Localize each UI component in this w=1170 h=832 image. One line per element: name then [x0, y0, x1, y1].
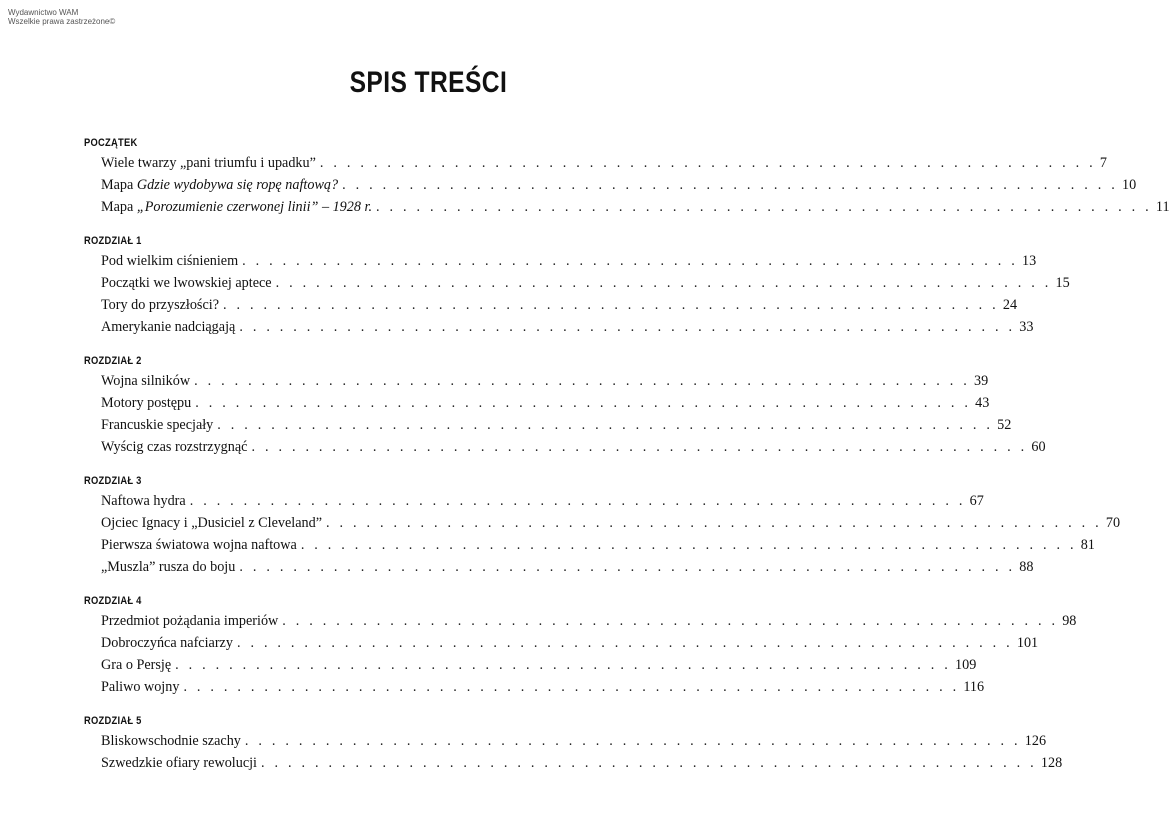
- entry-title: [101, 272, 272, 294]
- entry-title-italic: „Porozumienie czerwonej linii” – 1928 r.: [136, 199, 373, 215]
- dot-leader: . . . . . . . . . . . . . . . . . . . . . . . . . . . . . . . . . . . . . . . . . . . . . . . . . . . . . . . . . .: [282, 613, 1059, 629]
- entry-title: [101, 752, 257, 774]
- dot-leader: . . . . . . . . . . . . . . . . . . . . . . . . . . . . . . . . . . . . . . . . . . . . . . . . . . . . . . . . . .: [239, 559, 1016, 575]
- entry-title-text: Przedmiot pożądania imperiów: [101, 613, 279, 629]
- entry-title: [101, 556, 235, 578]
- entry-title: [101, 152, 316, 174]
- section-heading: POCZĄTEK: [84, 137, 138, 149]
- entry-page-number: 7: [1099, 155, 1107, 171]
- entry-page-number: 109: [955, 657, 977, 673]
- entry-title-text: Wyścig czas rozstrzygnąć: [101, 439, 248, 455]
- dot-leader: . . . . . . . . . . . . . . . . . . . . . . . . . . . . . . . . . . . . . . . . . . . . . . . . . . . . . . . . . .: [236, 635, 1013, 651]
- dot-leader: . . . . . . . . . . . . . . . . . . . . . . . . . . . . . . . . . . . . . . . . . . . . . . . . . . . . . . . . . .: [194, 373, 970, 389]
- dot-leader: . . . . . . . . . . . . . . . . . . . . . . . . . . . . . . . . . . . . . . . . . . . . . . . . . . . . . . . . . .: [342, 177, 1118, 193]
- page-title: SPIS TREŚCI: [349, 66, 507, 99]
- entry-title-text: Pod wielkim ciśnieniem: [101, 253, 239, 269]
- toc-section: [84, 712, 1063, 774]
- toc-entry[interactable]: [101, 250, 1037, 272]
- entry-page-number: 67: [969, 493, 984, 509]
- entry-title-text: Początki we lwowskiej aptece: [101, 275, 272, 291]
- section-heading: ROZDZIAŁ 4: [84, 595, 142, 607]
- dot-leader: . . . . . . . . . . . . . . . . . . . . . . . . . . . . . . . . . . . . . . . . . . . . . . . . . . . . . . . . . .: [261, 755, 1037, 771]
- toc-entry[interactable]: [101, 632, 1039, 654]
- toc-entry[interactable]: [101, 414, 1012, 436]
- entry-title: [101, 632, 233, 654]
- dot-leader: . . . . . . . . . . . . . . . . . . . . . . . . . . . . . . . . . . . . . . . . . . . . . . . . . . . . . . . . . .: [275, 275, 1052, 291]
- toc-section: [84, 472, 1121, 578]
- dot-leader: . . . . . . . . . . . . . . . . . . . . . . . . . . . . . . . . . . . . . . . . . . . . . . . . . . . . . . . . . .: [189, 493, 966, 509]
- entry-page-number: 52: [997, 417, 1012, 433]
- entry-title-text: Amerykanie nadciągają: [101, 319, 236, 335]
- entry-page-number: 81: [1080, 537, 1095, 553]
- toc-entry[interactable]: [101, 196, 1170, 218]
- watermark-publisher: Wydawnictwo WAM: [8, 8, 79, 17]
- toc-entry[interactable]: [101, 436, 1046, 458]
- toc-entry[interactable]: [101, 174, 1137, 196]
- toc-entry[interactable]: [101, 294, 1018, 316]
- entry-title-text: Motory postępu: [101, 395, 192, 411]
- entry-title-text: Francuskie specjały: [101, 417, 214, 433]
- entry-title: [101, 436, 247, 458]
- entry-title-italic: Gdzie wydobywa się ropę naftową?: [136, 177, 339, 193]
- entry-page-number: 11: [1155, 199, 1170, 215]
- entry-title-text: Mapa: [101, 199, 137, 215]
- section-heading: ROZDZIAŁ 2: [84, 355, 142, 367]
- dot-leader: . . . . . . . . . . . . . . . . . . . . . . . . . . . . . . . . . . . . . . . . . . . . . . . . . . . . . . . . . .: [326, 515, 1102, 531]
- toc-entry[interactable]: [101, 392, 990, 414]
- entry-title: [101, 174, 338, 196]
- entry-title-text: Bliskowschodnie szachy: [101, 733, 241, 749]
- entry-title-text: „Muszla” rusza do boju: [101, 559, 236, 575]
- dot-leader: . . . . . . . . . . . . . . . . . . . . . . . . . . . . . . . . . . . . . . . . . . . . . . . . . . . . . . . . . .: [251, 439, 1028, 455]
- toc-entry[interactable]: [101, 610, 1077, 632]
- entry-page-number: 60: [1031, 439, 1046, 455]
- table-of-contents: [84, 134, 1170, 788]
- toc-entry[interactable]: [101, 370, 989, 392]
- entry-page-number: 10: [1122, 177, 1137, 193]
- entry-title: [101, 414, 213, 436]
- entry-title-text: Gra o Persję: [101, 657, 172, 673]
- dot-leader: . . . . . . . . . . . . . . . . . . . . . . . . . . . . . . . . . . . . . . . . . . . . . . . . . . . . . . . . . .: [239, 319, 1016, 335]
- entry-title-text: Mapa: [101, 177, 137, 193]
- entry-title-text: Szwedzkie ofiary rewolucji: [101, 755, 258, 771]
- toc-entry[interactable]: [101, 752, 1063, 774]
- entry-title-text: Dobroczyńca nafciarzy: [101, 635, 233, 651]
- entry-page-number: 101: [1016, 635, 1039, 651]
- toc-entry[interactable]: [101, 152, 1107, 174]
- entry-page-number: 33: [1019, 319, 1034, 335]
- entry-page-number: 15: [1055, 275, 1070, 291]
- toc-entry[interactable]: [101, 512, 1121, 534]
- dot-leader: . . . . . . . . . . . . . . . . . . . . . . . . . . . . . . . . . . . . . . . . . . . . . . . . . . . . . . . . . .: [242, 253, 1019, 269]
- entry-page-number: 39: [974, 373, 989, 389]
- entry-title: [101, 250, 238, 272]
- section-heading: ROZDZIAŁ 3: [84, 475, 142, 487]
- section-heading: ROZDZIAŁ 5: [84, 715, 142, 727]
- entry-title-text: Tory do przyszłości?: [101, 297, 219, 313]
- toc-section: [84, 232, 1070, 338]
- entry-title-text: Wiele twarzy „pani triumfu i upadku”: [101, 155, 316, 171]
- toc-section: [84, 352, 1046, 458]
- entry-page-number: 24: [1002, 297, 1018, 313]
- entry-title: [101, 512, 322, 534]
- toc-section: [84, 134, 1170, 218]
- entry-title: [101, 654, 171, 676]
- entry-title: [101, 676, 179, 698]
- toc-entry[interactable]: [101, 676, 985, 698]
- entry-title-text: Wojna silników: [101, 373, 191, 389]
- dot-leader: . . . . . . . . . . . . . . . . . . . . . . . . . . . . . . . . . . . . . . . . . . . . . . . . . . . . . . . . . .: [223, 297, 999, 313]
- dot-leader: . . . . . . . . . . . . . . . . . . . . . . . . . . . . . . . . . . . . . . . . . . . . . . . . . . . . . . . . . .: [244, 733, 1021, 749]
- section-heading: ROZDZIAŁ 1: [84, 235, 142, 247]
- publisher-watermark: [8, 8, 115, 26]
- dot-leader: . . . . . . . . . . . . . . . . . . . . . . . . . . . . . . . . . . . . . . . . . . . . . . . . . . . . . . . . . .: [195, 395, 972, 411]
- entry-title-text: Pierwsza światowa wojna naftowa: [101, 537, 297, 553]
- entry-page-number: 126: [1024, 733, 1047, 749]
- entry-title: [101, 610, 278, 632]
- toc-section: [84, 592, 1077, 698]
- entry-title-text: Paliwo wojny: [101, 679, 180, 695]
- entry-title: [101, 534, 297, 556]
- entry-title: [101, 294, 219, 316]
- toc-entry[interactable]: [101, 654, 977, 676]
- entry-title: [101, 316, 235, 338]
- entry-page-number: 128: [1040, 755, 1063, 771]
- entry-page-number: 13: [1022, 253, 1037, 269]
- entry-title: [101, 196, 372, 218]
- watermark-rights: Wszelkie prawa zastrzeżone©: [8, 17, 116, 26]
- entry-title: [101, 370, 190, 392]
- entry-title: [101, 392, 191, 414]
- entry-title: [101, 490, 186, 512]
- toc-entry[interactable]: [101, 316, 1034, 338]
- entry-page-number: 70: [1105, 515, 1121, 531]
- entry-page-number: 88: [1019, 559, 1034, 575]
- dot-leader: . . . . . . . . . . . . . . . . . . . . . . . . . . . . . . . . . . . . . . . . . . . . . . . . . . . . . . . . . .: [300, 537, 1077, 553]
- dot-leader: . . . . . . . . . . . . . . . . . . . . . . . . . . . . . . . . . . . . . . . . . . . . . . . . . . . . . . . . . .: [175, 657, 952, 673]
- entry-title-text: Ojciec Ignacy i „Dusiciel z Cleveland”: [101, 515, 322, 531]
- dot-leader: . . . . . . . . . . . . . . . . . . . . . . . . . . . . . . . . . . . . . . . . . . . . . . . . . . . . . . . . . .: [217, 417, 994, 433]
- toc-entry[interactable]: [101, 534, 1095, 556]
- entry-title-text: Naftowa hydra: [101, 493, 186, 509]
- dot-leader: . . . . . . . . . . . . . . . . . . . . . . . . . . . . . . . . . . . . . . . . . . . . . . . . . . . . . . . . . .: [183, 679, 960, 695]
- dot-leader: . . . . . . . . . . . . . . . . . . . . . . . . . . . . . . . . . . . . . . . . . . . . . . . . . . . . . . . . . .: [319, 155, 1096, 171]
- entry-title: [101, 730, 241, 752]
- entry-page-number: 98: [1062, 613, 1077, 629]
- dot-leader: . . . . . . . . . . . . . . . . . . . . . . . . . . . . . . . . . . . . . . . . . . . . . . . . . . . . . . . . . .: [376, 199, 1152, 215]
- toc-entry[interactable]: [101, 272, 1070, 294]
- toc-entry[interactable]: [101, 556, 1034, 578]
- entry-page-number: 43: [975, 395, 990, 411]
- entry-page-number: 116: [963, 679, 985, 695]
- toc-entry[interactable]: [101, 730, 1047, 752]
- toc-entry[interactable]: [101, 490, 984, 512]
